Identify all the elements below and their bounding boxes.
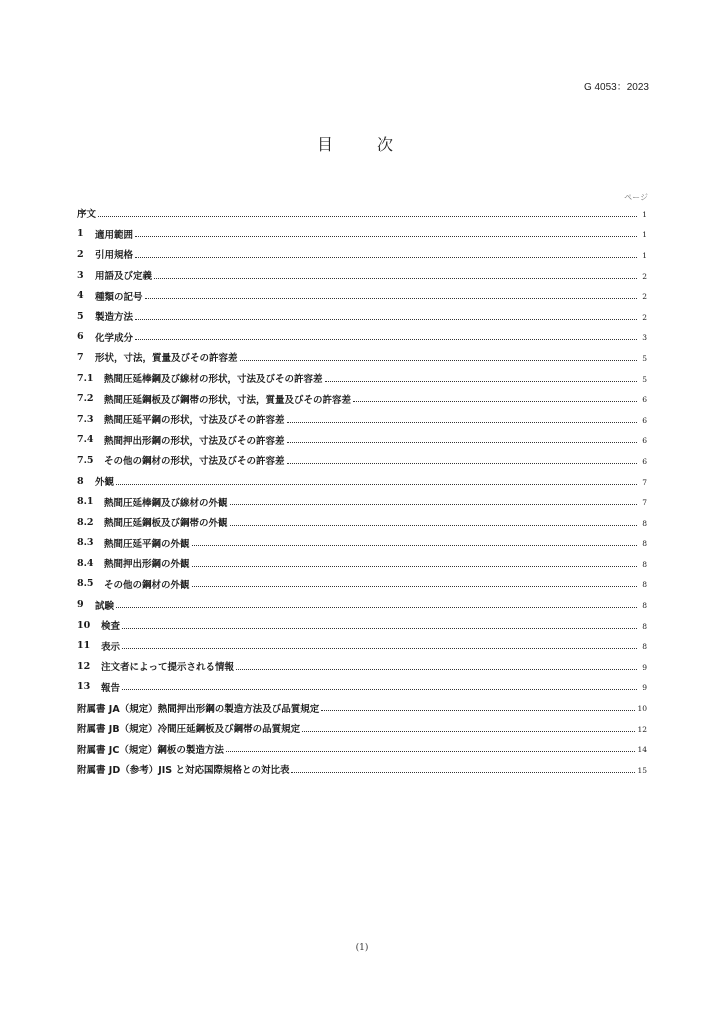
- dot-leader: [122, 648, 637, 649]
- toc-entry-number: 7.1: [77, 372, 94, 384]
- toc-entry-title: 適用範囲: [95, 229, 134, 241]
- dot-leader: [230, 525, 637, 526]
- toc-entry-number: 11: [77, 640, 91, 652]
- dot-leader: [122, 689, 637, 690]
- toc-entry[interactable]: [77, 430, 647, 451]
- toc-entry-number: 1: [77, 228, 84, 240]
- toc-entry-page: 14: [637, 745, 647, 755]
- dot-leader: [192, 566, 637, 567]
- toc-entry[interactable]: [77, 656, 647, 677]
- toc-entry-page: 2: [642, 271, 647, 281]
- toc-entry-title: 検査: [101, 621, 121, 633]
- toc-entry-page: 8: [642, 539, 647, 549]
- toc-entry-number: 8.2: [77, 516, 94, 528]
- toc-entry-title: 熱間圧延平鋼の外観: [104, 538, 190, 550]
- dot-leader: [353, 401, 637, 402]
- toc-entry-number: 3: [77, 269, 84, 281]
- toc-entry-number: 10: [77, 619, 91, 631]
- toc-entry-number: 6: [77, 331, 84, 343]
- toc-entry[interactable]: [77, 677, 647, 698]
- toc-entry-title: 報告: [101, 682, 121, 694]
- toc-entry-number: 4: [77, 290, 84, 302]
- toc-entry-page: 15: [637, 765, 647, 775]
- dot-leader: [98, 216, 637, 217]
- toc-entry[interactable]: [77, 203, 647, 224]
- toc-entry-page: 6: [642, 456, 647, 466]
- dot-leader: [226, 751, 636, 752]
- dot-leader: [135, 339, 637, 340]
- toc-entry-number: 8.4: [77, 557, 94, 569]
- dot-leader: [230, 504, 637, 505]
- toc-entry[interactable]: [77, 697, 647, 718]
- toc-entry-title: 表示: [101, 641, 121, 653]
- toc-entry-page: 12: [637, 724, 647, 734]
- dot-leader: [154, 278, 637, 279]
- toc-entry-title: 熱間圧延平鋼の形状，寸法及びその許容差: [104, 415, 285, 427]
- dot-leader: [236, 669, 637, 670]
- toc-entry-page: 8: [642, 601, 647, 611]
- dot-leader: [321, 710, 635, 711]
- dot-leader: [240, 360, 637, 361]
- toc-entry-page: 8: [642, 580, 647, 590]
- toc-entry-page: 5: [642, 374, 647, 384]
- toc-entry-title: 用語及び定義: [95, 271, 153, 283]
- toc-entry-number: 8.5: [77, 578, 94, 590]
- toc-entry[interactable]: [77, 594, 647, 615]
- toc-entry[interactable]: [77, 738, 647, 759]
- dot-leader: [116, 484, 637, 485]
- toc-entry-title: 化学成分: [95, 332, 134, 344]
- toc-entry[interactable]: [77, 718, 647, 739]
- dot-leader: [145, 298, 637, 299]
- dot-leader: [287, 463, 637, 464]
- page-title: 目 次: [316, 135, 407, 154]
- dot-leader: [135, 257, 637, 258]
- toc-entry-page: 1: [642, 230, 647, 240]
- toc-entry-number: 2: [77, 248, 84, 260]
- dot-leader: [192, 545, 637, 546]
- dot-leader: [302, 731, 635, 732]
- toc-entry-number: 8.1: [77, 496, 94, 508]
- footer-page-number: (1): [355, 943, 369, 953]
- toc-entry-page: 2: [642, 312, 647, 322]
- dot-leader: [135, 319, 637, 320]
- toc-entry-title: 製造方法: [95, 312, 134, 324]
- toc-entry-title: 種類の記号: [95, 291, 143, 303]
- toc-entry[interactable]: [77, 388, 647, 409]
- toc-entry[interactable]: [77, 512, 647, 533]
- toc-entry-title: 熱間圧延鋼板及び鋼帯の形状，寸法，質量及びその許容差: [104, 394, 352, 406]
- toc-entry[interactable]: [77, 491, 647, 512]
- toc-entry-page: 8: [642, 518, 647, 528]
- toc-entry[interactable]: [77, 574, 647, 595]
- toc-entry-number: 8: [77, 475, 84, 487]
- toc-entry[interactable]: [77, 533, 647, 554]
- toc-entry[interactable]: [77, 265, 647, 286]
- toc-entry-page: 3: [642, 333, 647, 343]
- toc-entry[interactable]: [77, 635, 647, 656]
- toc-entry-number: 7.2: [77, 393, 94, 405]
- toc-entry-page: 8: [642, 642, 647, 652]
- toc-entry-page: 2: [642, 292, 647, 302]
- toc-entry[interactable]: [77, 224, 647, 245]
- toc-entry-page: 1: [642, 209, 647, 219]
- toc-entry-title: 形状，寸法，質量及びその許容差: [95, 353, 238, 365]
- toc-entry-page: 6: [642, 395, 647, 405]
- toc-entry-title: 熱間圧延棒鋼及び線材の外観: [104, 497, 228, 509]
- toc-entry-title: 熱間押出形鋼の形状，寸法及びその許容差: [104, 435, 285, 447]
- toc-entry-title: 熱間圧延鋼板及び鋼帯の外観: [104, 518, 228, 530]
- toc-entry-page: 5: [642, 353, 647, 363]
- toc-entry[interactable]: [77, 409, 647, 430]
- dot-leader: [325, 381, 637, 382]
- toc-entry[interactable]: [77, 471, 647, 492]
- toc-entry-title: 外観: [95, 477, 115, 489]
- toc-entry-page: 8: [642, 559, 647, 569]
- toc-entry-number: 7.3: [77, 413, 94, 425]
- page-column-label: ページ: [624, 193, 648, 202]
- toc-entry-number: 7: [77, 351, 84, 363]
- dot-leader: [287, 422, 637, 423]
- toc-entry[interactable]: [77, 327, 647, 348]
- dot-leader: [287, 442, 637, 443]
- table-of-contents: [77, 203, 647, 780]
- toc-entry-title: 熱間圧延棒鋼及び線材の形状，寸法及びその許容差: [104, 374, 323, 386]
- toc-entry-page: 7: [642, 477, 647, 487]
- dot-leader: [291, 772, 635, 773]
- toc-entry[interactable]: [77, 285, 647, 306]
- toc-entry-page: 6: [642, 436, 647, 446]
- toc-entry-title: その他の鋼材の形状，寸法及びその許容差: [104, 456, 285, 468]
- dot-leader: [122, 628, 637, 629]
- dot-leader: [135, 236, 637, 237]
- toc-entry-title: 注文者によって提示される情報: [101, 662, 235, 674]
- toc-entry-title: 引用規格: [95, 250, 134, 262]
- toc-entry-number: 9: [77, 599, 84, 611]
- toc-entry-number: 7.5: [77, 454, 94, 466]
- toc-entry-title: 附属書 JD（参考）JIS と対応国際規格との対比表: [77, 765, 290, 777]
- toc-entry-page: 9: [642, 662, 647, 672]
- toc-entry[interactable]: [77, 347, 647, 368]
- dot-leader: [116, 607, 637, 608]
- toc-entry[interactable]: [77, 244, 647, 265]
- toc-entry-number: 7.4: [77, 434, 94, 446]
- toc-entry-title: 熱間押出形鋼の外観: [104, 559, 190, 571]
- toc-entry-page: 10: [637, 704, 647, 714]
- toc-entry-title: その他の鋼材の外観: [104, 579, 190, 591]
- toc-entry[interactable]: [77, 450, 647, 471]
- toc-entry-title: 附属書 JB（規定）冷間圧延鋼板及び鋼帯の品質規定: [77, 724, 301, 736]
- toc-entry[interactable]: [77, 306, 647, 327]
- toc-entry-title: 試験: [95, 600, 115, 612]
- toc-entry-number: 13: [77, 681, 91, 693]
- toc-entry-page: 7: [642, 498, 647, 508]
- toc-entry[interactable]: [77, 553, 647, 574]
- toc-entry-page: 6: [642, 415, 647, 425]
- toc-entry-number: 12: [77, 660, 91, 672]
- toc-entry-page: 8: [642, 621, 647, 631]
- toc-entry-page: 1: [642, 250, 647, 260]
- toc-entry-title: 附属書 JC（規定）鋼板の製造方法: [77, 744, 224, 756]
- standard-code: G 4053：2023: [583, 82, 649, 93]
- toc-entry-number: 8.3: [77, 537, 94, 549]
- dot-leader: [192, 586, 637, 587]
- toc-entry[interactable]: [77, 615, 647, 636]
- toc-entry-title: 序文: [77, 209, 97, 221]
- toc-entry-number: 5: [77, 310, 84, 322]
- toc-entry[interactable]: [77, 368, 647, 389]
- toc-entry[interactable]: [77, 759, 647, 780]
- toc-entry-page: 9: [642, 683, 647, 693]
- toc-entry-title: 附属書 JA（規定）熱間押出形鋼の製造方法及び品質規定: [77, 703, 320, 715]
